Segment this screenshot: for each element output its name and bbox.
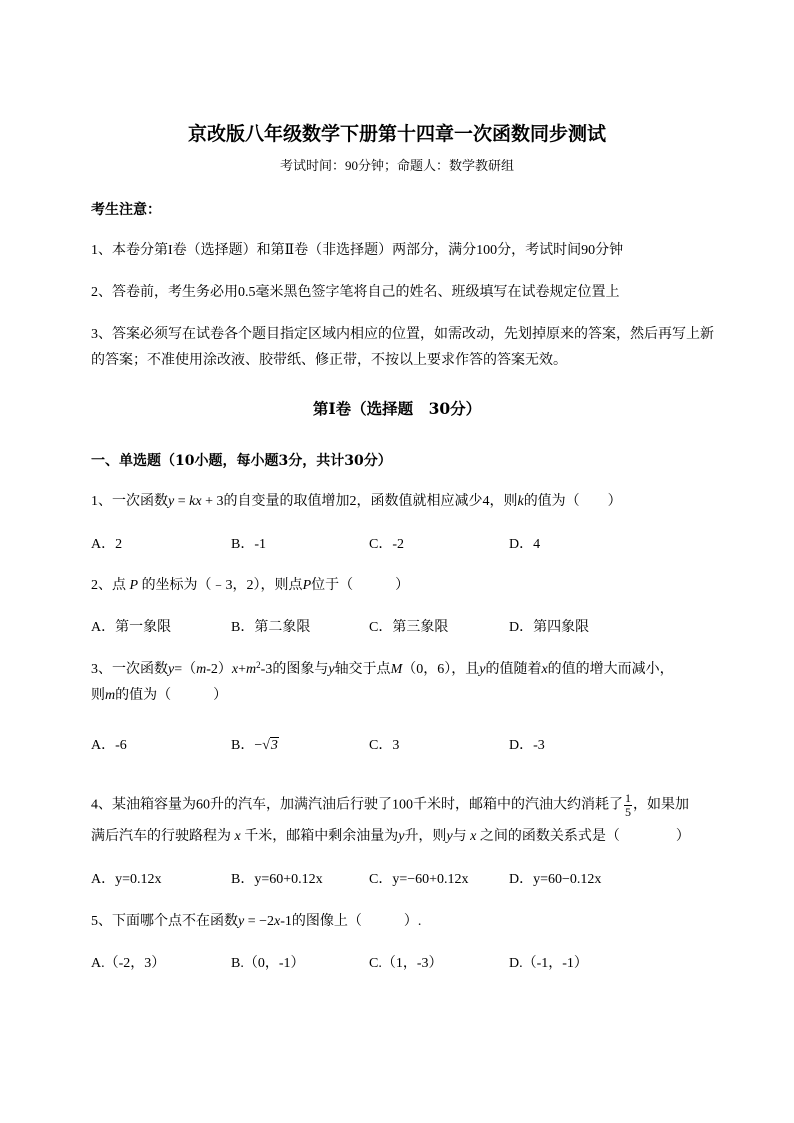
question-2: 2、点 P 的坐标为（﹣3，2），则点P位于（ ） [91,578,410,593]
question-3-line-2: 则m的值为（ ） [91,688,228,703]
part-heading: 一、单选题（10小题，每小题3分，共计30分） [91,453,392,469]
question-4-line-2: 满后汽车的行驶路程为 x 千米，邮箱中剩余油量为y升，则y与 x 之间的函数关系式是（ ） [91,829,690,844]
option-b[interactable]: B．−√3 [231,736,279,756]
notice-heading: 考生注意： [91,202,161,218]
option-b[interactable]: B．-1 [231,537,266,552]
notice-item: 3、答案必须写在试卷各个题目指定区域内相应的位置，如需改动，先划掉原来的答案，然后再写上新 [91,327,714,342]
option-c[interactable]: C．3 [369,738,400,753]
option-d[interactable]: D．第四象限 [509,620,590,635]
fraction: $\frac{1}{5}$ [625,791,631,819]
option-b[interactable]: B．y=60+0.12x [231,872,323,887]
option-a[interactable]: A．-6 [91,738,127,753]
question-1: 1、一次函数y = kx + 3的自变量的取值增加2，函数值就相应减少4，则k的值为（ ） [91,494,622,509]
option-c[interactable]: C．-2 [369,537,404,552]
section-title: 第I卷（选择题 30分） [312,399,482,418]
sqrt-symbol: √3 [262,738,278,753]
option-c[interactable]: C．第三象限 [369,620,449,635]
page-subtitle: 考试时间：90分钟；命题人：数学教研组 [279,158,514,173]
notice-item: 2、答卷前，考生务必用0.5毫米黑色签字笔将自己的姓名、班级填写在试卷规定位置上 [91,285,620,300]
option-d[interactable]: D．4 [509,537,541,552]
notice-item: 1、本卷分第I卷（选择题）和第Ⅱ卷（非选择题）两部分，满分100分，考试时间90分钟 [91,243,624,258]
option-b[interactable]: B．第二象限 [231,620,311,635]
option-a[interactable]: A．y=0.12x [91,872,162,887]
option-c[interactable]: C.（1，-3） [369,956,443,971]
option-d[interactable]: D．-3 [509,738,545,753]
option-b[interactable]: B.（0，-1） [231,956,305,971]
question-3: 3、一次函数$y=(m-2)x+m^2-3$的图象与y轴交于点M（0，6），且y的值随着x的值的增大而减小， [91,660,674,677]
option-a[interactable]: A.（-2，3） [91,956,166,971]
question-5: 5、下面哪个点不在函数y = −2x-1的图像上（ ）. [91,914,422,929]
option-c[interactable]: C．y=−60+0.12x [369,872,469,887]
option-a[interactable]: A．第一象限 [91,620,172,635]
option-a[interactable]: A．2 [91,537,123,552]
notice-item: 的答案；不准使用涂改液、胶带纸、修正带，不按以上要求作答的答案无效。 [91,353,567,368]
page-title: 京改版八年级数学下册第十四章一次函数同步测试 [187,123,606,145]
option-d[interactable]: D．y=60−0.12x [509,872,602,887]
question-4: 4、某油箱容量为60升的汽车，加满汽油后行驶了100千米时，邮箱中的汽油大约消耗了 $\frac{1}{5}$ ，如果加 [91,791,689,819]
option-d[interactable]: D.（-1，-1） [509,956,588,971]
